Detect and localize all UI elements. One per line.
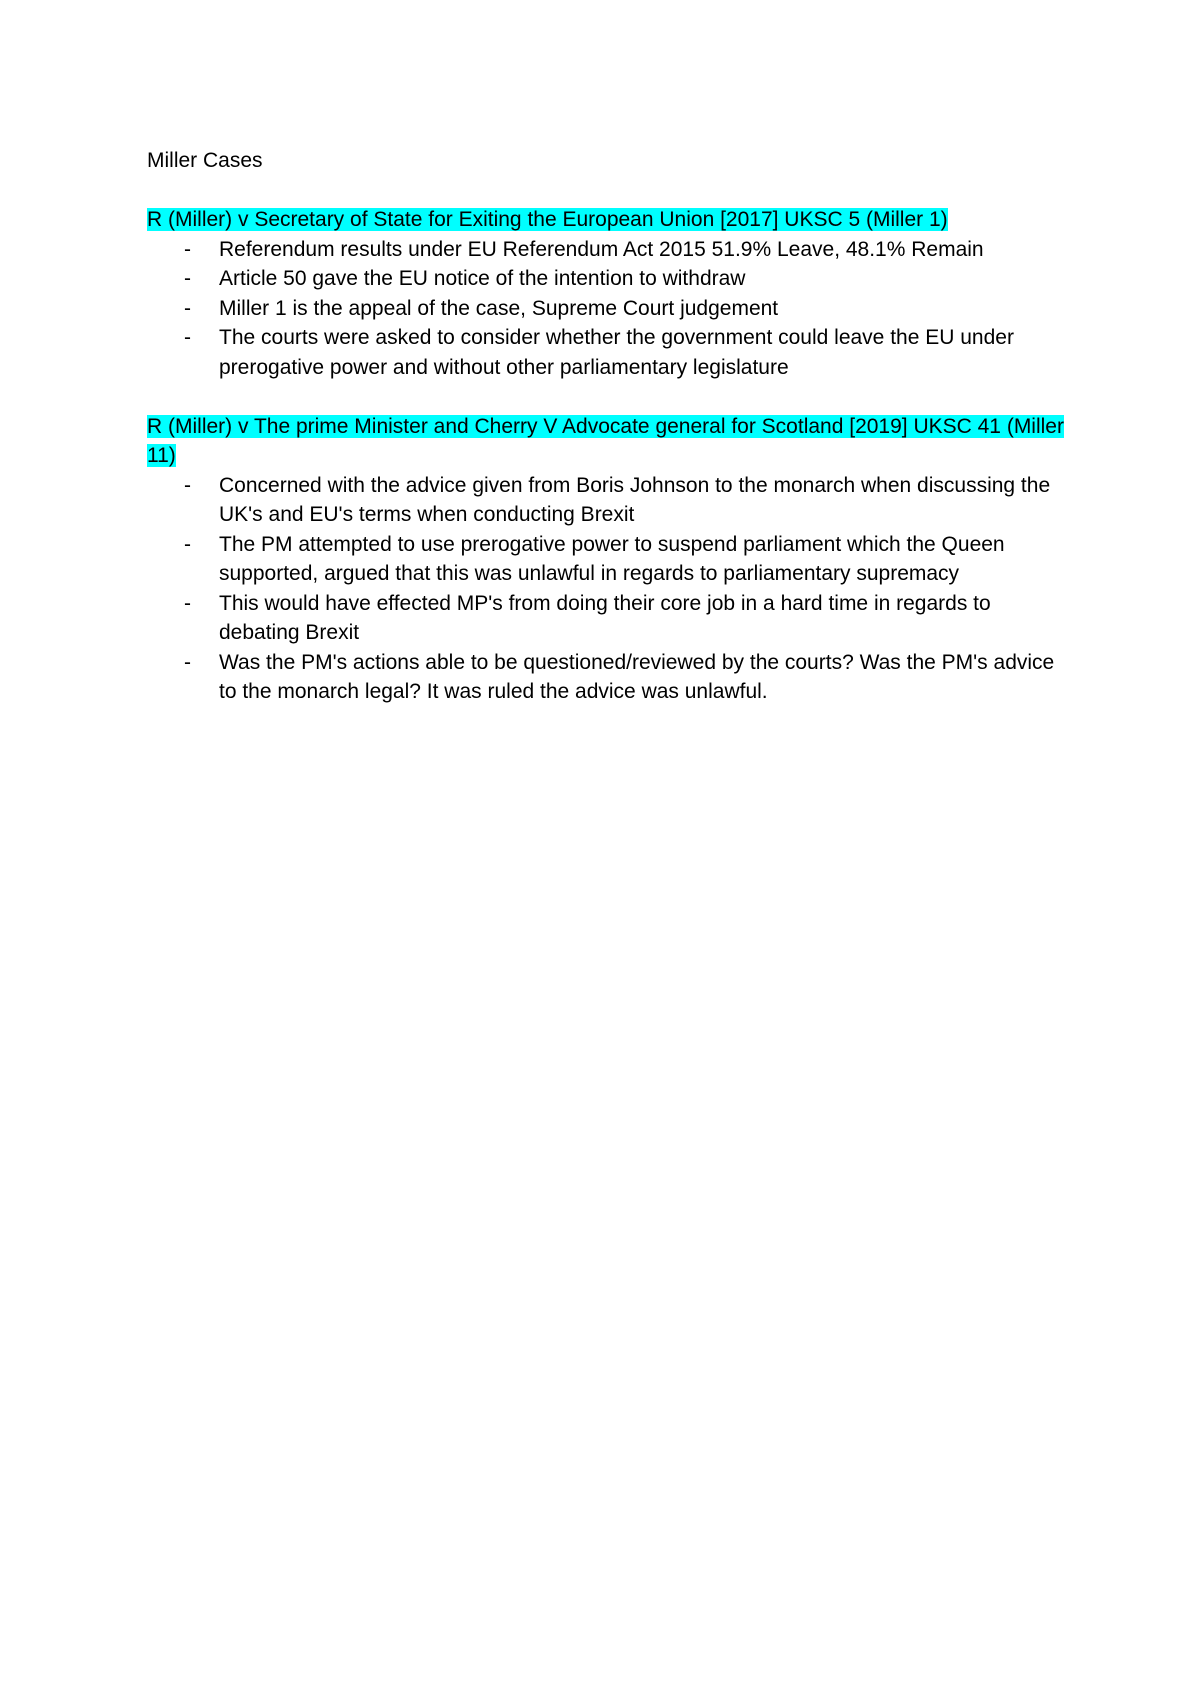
highlighted-case-citation: R (Miller) v Secretary of State for Exiting the European Union [2017] UKSC 5 (Miller 1) [147,208,948,231]
case-point [147,323,1077,382]
case-point [147,530,1077,589]
case-point-text: Miller 1 is the appeal of the case, Supreme Court judgement [219,296,779,320]
case-point-text: The courts were asked to consider whether the government could leave the EU under prerogative power and without other parliamentary legislature [219,326,1014,379]
bullet-dash: - [184,532,191,556]
bullet-dash: - [184,237,191,261]
case-heading [147,205,1077,235]
case-point [147,235,1077,265]
case-points-list [147,471,1077,707]
case-point-text: This would have effected MP's from doing their core job in a hard time in regards to debating Brexit [219,591,991,644]
case-section-miller-1 [147,205,1077,382]
case-point [147,294,1077,324]
bullet-dash: - [184,326,191,349]
case-point [147,264,1077,294]
bullet-dash: - [184,591,191,615]
bullet-dash: - [184,296,191,320]
case-heading [147,412,1077,471]
case-point-text: The PM attempted to use prerogative power to suspend parliament which the Queen supported, argued that this was unlawful in regards to parliamentary supremacy [219,532,1005,585]
bullet-dash: - [184,473,191,497]
case-point-text: Concerned with the advice given from Boris Johnson to the monarch when discussing the UK's and EU's terms when conducting Brexit [219,473,1051,526]
case-points-list [147,235,1077,383]
highlighted-case-citation: R (Miller) v The prime Minister and Cherry V Advocate general for Scotland [2019] UKSC 41 (Miller 11) [147,414,1064,467]
case-point-text: Was the PM's actions able to be questioned/reviewed by the courts? Was the PM's advice to the monarch legal? It was ruled the advice was unlawful. [219,650,1055,703]
document-title: Miller Cases [147,149,263,172]
case-section-miller-2 [147,412,1077,707]
case-point [147,589,1077,648]
case-point [147,648,1077,707]
case-point [147,471,1077,530]
document-body [147,146,1077,736]
bullet-dash: - [184,267,191,290]
bullet-dash: - [184,650,191,674]
case-point-text: Referendum results under EU Referendum Act 2015 51.9% Leave, 48.1% Remain [219,237,984,261]
case-point-text: Article 50 gave the EU notice of the intention to withdraw [219,267,746,290]
